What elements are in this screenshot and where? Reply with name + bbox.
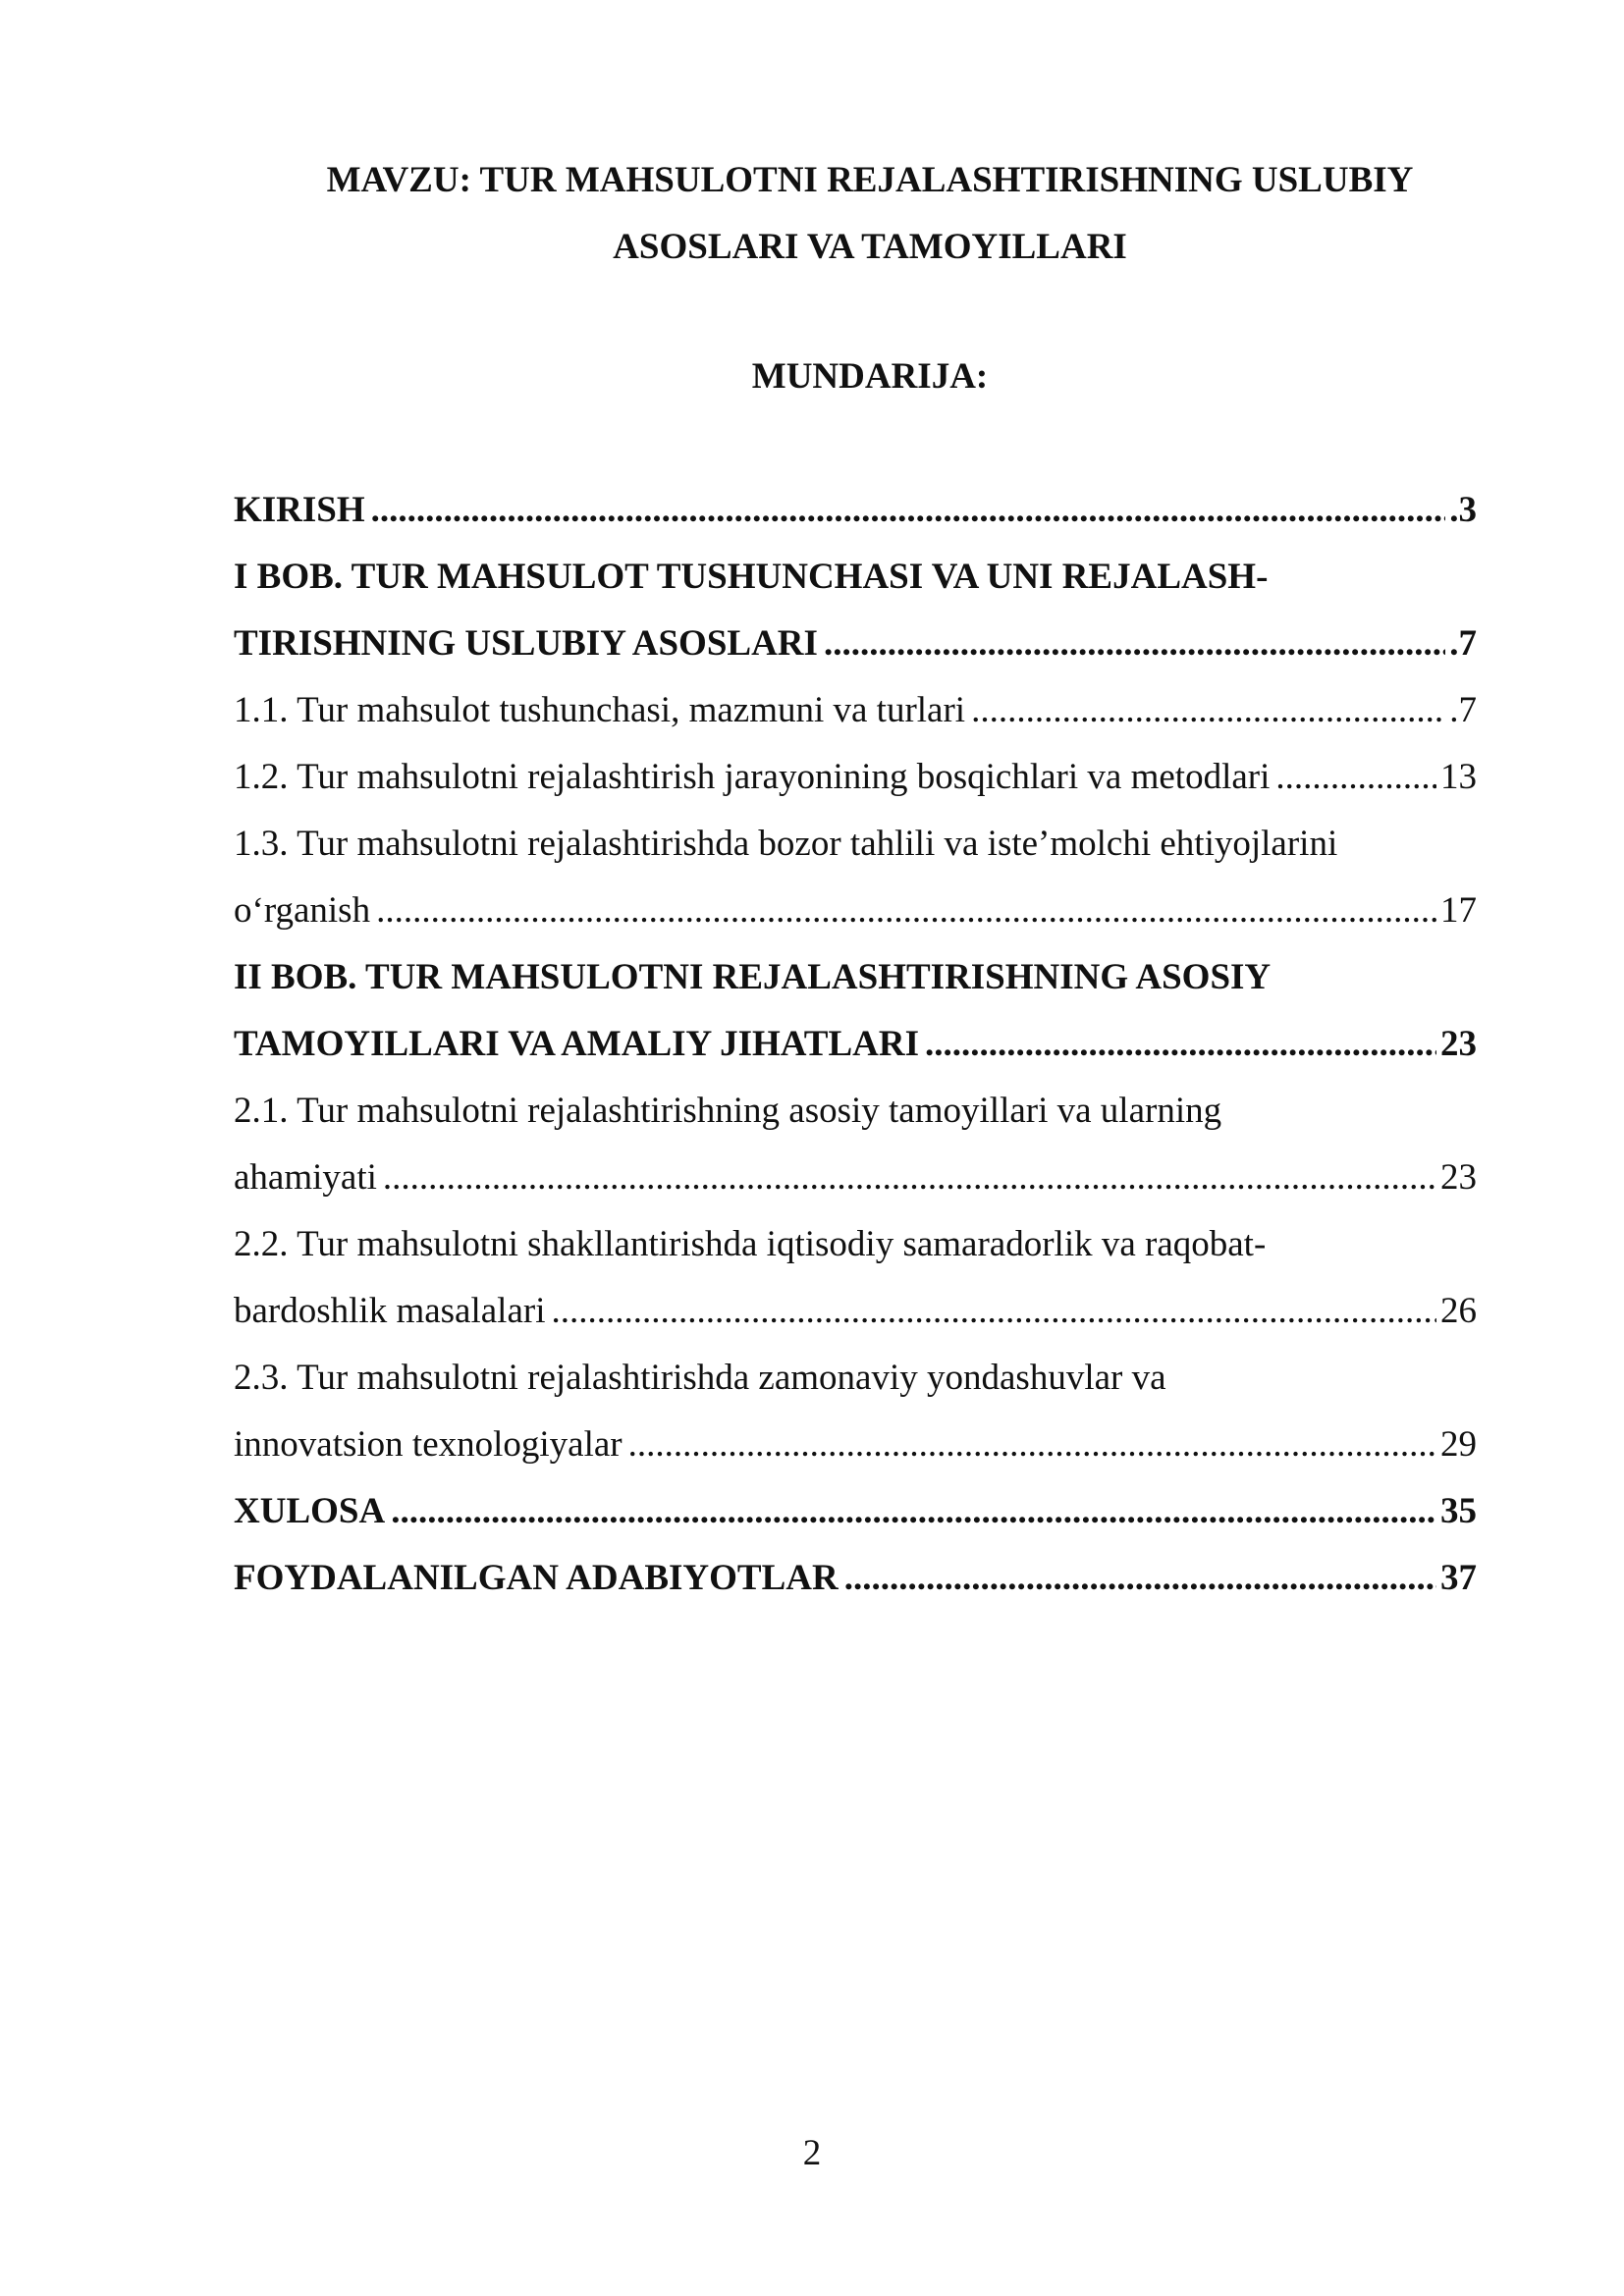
table-of-contents	[234, 477, 1477, 1612]
toc-entry-label: TIRISHNING USLUBIY ASOSLARI	[234, 623, 818, 664]
toc-entry[interactable]	[234, 811, 1477, 878]
toc-entry-page: 26	[1440, 1291, 1477, 1331]
dot-leader	[551, 1278, 1436, 1345]
toc-entry[interactable]	[234, 1078, 1477, 1145]
toc-entry[interactable]	[234, 1211, 1477, 1278]
dot-leader	[391, 1478, 1436, 1545]
toc-entry-label: II BOB. TUR MAHSULOTNI REJALASHTIRISHNING ASOSIY	[234, 957, 1272, 997]
toc-entry[interactable]	[234, 544, 1477, 611]
toc-entry[interactable]	[234, 1278, 1477, 1345]
toc-entry[interactable]	[234, 1412, 1477, 1478]
dot-leader	[1275, 744, 1436, 811]
dot-leader	[376, 878, 1436, 944]
toc-entry-page: 29	[1440, 1424, 1477, 1465]
toc-entry-page: .3	[1449, 490, 1477, 530]
toc-entry-label: I BOB. TUR MAHSULOT TUSHUNCHASI VA UNI REJALASH-	[234, 557, 1269, 597]
title-line: MAVZU: TUR MAHSULOTNI REJALASHTIRISHNING USLUBIY	[326, 160, 1414, 200]
toc-entry-label: bardoshlik masalalari	[234, 1291, 546, 1331]
toc-entry-page: 23	[1440, 1024, 1477, 1064]
toc-entry[interactable]	[234, 1011, 1477, 1078]
document-title	[234, 147, 1506, 281]
dot-leader	[824, 611, 1445, 677]
toc-entry[interactable]	[234, 878, 1477, 944]
toc-entry[interactable]	[234, 944, 1477, 1011]
toc-entry-page: 17	[1440, 890, 1477, 931]
toc-entry-page: 13	[1440, 757, 1477, 797]
toc-entry[interactable]	[234, 1545, 1477, 1612]
toc-heading: MUNDARIJA:	[751, 356, 989, 397]
toc-entry-label: FOYDALANILGAN ADABIYOTLAR	[234, 1558, 839, 1598]
toc-entry-label: ahamiyati	[234, 1157, 377, 1198]
toc-entry-label: 1.1. Tur mahsulot tushunchasi, mazmuni va turlari	[234, 690, 966, 730]
toc-entry-page: .7	[1449, 623, 1477, 664]
toc-entry-label: innovatsion texnologiyalar	[234, 1424, 623, 1465]
dot-leader	[971, 677, 1445, 744]
dot-leader	[371, 477, 1446, 544]
dot-leader	[383, 1145, 1436, 1211]
toc-entry[interactable]	[234, 477, 1477, 544]
toc-entry-label: 2.3. Tur mahsulotni rejalashtirishda zamonaviy yondashuvlar va	[234, 1358, 1166, 1398]
toc-entry[interactable]	[234, 611, 1477, 677]
title-line: ASOSLARI VA TAMOYILLARI	[613, 227, 1127, 267]
toc-entry-label: 1.2. Tur mahsulotni rejalashtirish jarayonining bosqichlari va metodlari	[234, 757, 1271, 797]
toc-entry[interactable]	[234, 677, 1477, 744]
dot-leader	[844, 1545, 1436, 1612]
toc-entry[interactable]	[234, 1345, 1477, 1412]
toc-entry-label: o‘rganish	[234, 890, 371, 931]
toc-entry-label: 2.1. Tur mahsulotni rejalashtirishning asosiy tamoyillari va ularning	[234, 1091, 1222, 1131]
toc-entry-label: XULOSA	[234, 1491, 386, 1531]
page-number: 2	[802, 2133, 822, 2173]
toc-entry-page: 23	[1440, 1157, 1477, 1198]
toc-entry-label: TAMOYILLARI VA AMALIY JIHATLARI	[234, 1024, 919, 1064]
toc-entry-page: 35	[1440, 1491, 1477, 1531]
toc-entry[interactable]	[234, 744, 1477, 811]
toc-entry[interactable]	[234, 1145, 1477, 1211]
dot-leader	[925, 1011, 1436, 1078]
toc-entry-label: 1.3. Tur mahsulotni rejalashtirishda bozor tahlili va iste’molchi ehtiyojlarini	[234, 824, 1338, 864]
toc-entry-page: 37	[1440, 1558, 1477, 1598]
toc-entry-page: .7	[1449, 690, 1477, 730]
toc-entry-label: KIRISH	[234, 490, 365, 530]
toc-entry-label: 2.2. Tur mahsulotni shakllantirishda iqtisodiy samaradorlik va raqobat-	[234, 1224, 1267, 1264]
toc-entry[interactable]	[234, 1478, 1477, 1545]
dot-leader	[628, 1412, 1436, 1478]
